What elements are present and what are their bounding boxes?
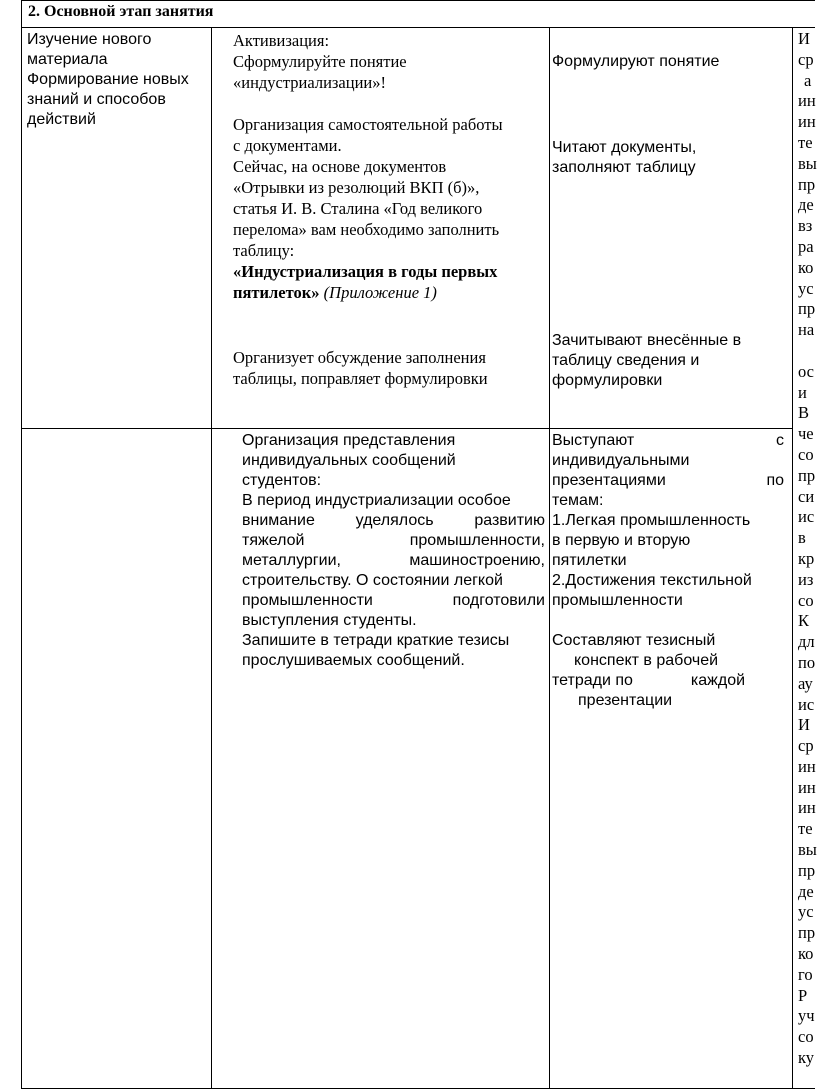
clipped-fragment: а [804,70,812,90]
text-line: заполняют таблицу [552,159,696,176]
section-title: 2. Основной этап занятия [28,3,214,20]
text-line: таблицы, поправляет формулировки [233,369,488,388]
text-line: студентов: [242,472,322,489]
clipped-fragment: кр [798,548,815,568]
clipped-fragment: И [798,715,810,735]
text-line: Сформулируйте понятие [233,52,407,71]
clipped-fragment: де [798,881,814,901]
text-line: индивидуальными [552,452,690,469]
text-line: Активизация: [233,31,330,50]
text-line: Сейчас, на основе документов [233,157,447,176]
clipped-fragment: ау [798,673,813,693]
col-divider-2 [549,27,550,1088]
text-line: 2.Достижения текстильной [552,572,752,589]
text-line: «индустриализации»! [233,73,386,92]
justified-line: внимание уделялось развитию [242,512,545,529]
stage-line: действий [27,111,96,128]
results-column-clipped [798,29,815,1069]
clipped-fragment: де [798,195,814,215]
justified-line: презентациями по [552,472,784,489]
stage-line: Изучение нового [27,31,152,48]
clipped-fragment: В [798,403,810,423]
text-line: таблицу: [233,241,295,260]
col-divider-3 [792,27,793,1088]
text-line: пятилетки [552,552,627,569]
student-activity-c [552,331,790,391]
text-line: тетради по каждой [552,672,746,689]
clipped-fragment: на [798,320,815,340]
text-line: таблицу сведения и [552,352,700,369]
text-line: статья И. В. Сталина «Год великого [233,199,483,218]
clipped-fragment: пр [798,299,816,319]
stage-line: материала [27,51,108,68]
text-line: Запишите в тетради краткие тезисы [242,632,510,649]
clipped-fragment: со [798,444,814,464]
text-line: формулировки [552,372,663,389]
stage-line: знаний и способов [27,91,166,108]
clipped-fragment: ср [798,736,814,756]
clipped-fragment: И [798,29,810,48]
clipped-fragment: ра [798,236,814,256]
student-activity-a [552,52,790,72]
clipped-fragment: го [798,964,813,984]
clipped-fragment: ус [798,278,814,298]
clipped-fragment: ос [798,361,814,381]
clipped-fragment: из [798,569,814,589]
clipped-fragment: си [798,486,815,506]
clipped-fragment: пр [798,174,816,194]
clipped-fragment: и [798,382,807,402]
justified-line: промышленности подготовили [242,592,545,609]
table-title-bold: пятилеток» [233,283,320,302]
text-line: Составляют тезисный [552,632,716,649]
clipped-fragment: Р [798,985,808,1005]
clipped-fragment: ин [798,798,816,818]
clipped-fragment: ко [798,944,814,964]
justified-line: металлургии, машиностроению, [242,552,545,569]
text-line: Организация представления [242,432,456,449]
justified-line: Выступают с [552,432,784,449]
header-divider [22,27,815,28]
clipped-fragment: те [798,132,813,152]
clipped-fragment: ин [798,756,816,776]
text-line: Зачитывают внесённые в [552,332,742,349]
text-line: «Отрывки из резолюций ВКП (б)», [233,178,480,197]
clipped-fragment: со [798,590,814,610]
clipped-fragment: ис [798,694,815,714]
stage-line: Формирование новых [27,71,189,88]
text-line: индивидуальных сообщений [242,452,456,469]
text-line: в первую и вторую [552,532,691,549]
clipped-fragment: ис [798,507,815,527]
clipped-fragment: ин [798,112,816,132]
text-line: строительству. О состоянии легкой [242,572,503,589]
clipped-fragment: че [798,424,814,444]
text-line: Формулируют понятие [552,53,720,70]
text-line: 1.Легкая промышленность [552,512,751,529]
text-line: с документами. [233,136,342,155]
text-line: темам: [552,492,604,509]
clipped-fragment: вы [798,153,817,173]
clipped-fragment: уч [798,1006,815,1026]
text-line: промышленности [552,592,683,609]
clipped-fragment: пр [798,465,816,485]
stage-name-cell [27,30,209,130]
clipped-fragment: со [798,1027,814,1047]
clipped-fragment: в [798,528,806,548]
text-line: Организует обсуждение заполнения [233,348,486,367]
text-line: прослушиваемых сообщений. [242,652,465,669]
appendix-ref: (Приложение 1) [323,283,437,302]
clipped-fragment: ку [798,1048,815,1068]
clipped-fragment: пр [798,923,816,943]
clipped-fragment: ср [798,49,814,69]
clipped-fragment: ус [798,902,814,922]
table-top-border [22,0,815,1]
text-line: перелома» вам необходимо заполнить [233,220,500,239]
teacher-activity-cell [233,30,547,389]
text-line: В период индустриализации особое [242,492,511,509]
clipped-fragment: ин [798,777,816,797]
justified-line: тяжелой промышленности, [242,532,545,549]
row-divider [22,428,792,429]
clipped-fragment: вз [798,216,813,236]
clipped-fragment: К [798,611,810,631]
clipped-fragment: ко [798,257,814,277]
table-title-bold: «Индустриализация в годы первых [233,262,498,281]
text-line: Организация самостоятельной работы [233,115,503,134]
clipped-fragment: по [798,652,816,672]
teacher-activity-2-cell [242,431,545,671]
text-line: Читают документы, [552,139,697,156]
text-line: выступления студенты. [242,612,417,629]
student-activity-2-cell [552,431,784,711]
col-divider-1 [211,27,212,1088]
clipped-fragment: пр [798,860,816,880]
clipped-fragment: ин [798,91,816,111]
lesson-plan-table [21,0,815,1089]
text-line: конспект в рабочей [574,652,719,669]
clipped-fragment: вы [798,840,817,860]
text-line: презентации [578,692,673,709]
clipped-fragment: те [798,819,813,839]
clipped-fragment: дл [798,632,815,652]
student-activity-b [552,138,790,178]
